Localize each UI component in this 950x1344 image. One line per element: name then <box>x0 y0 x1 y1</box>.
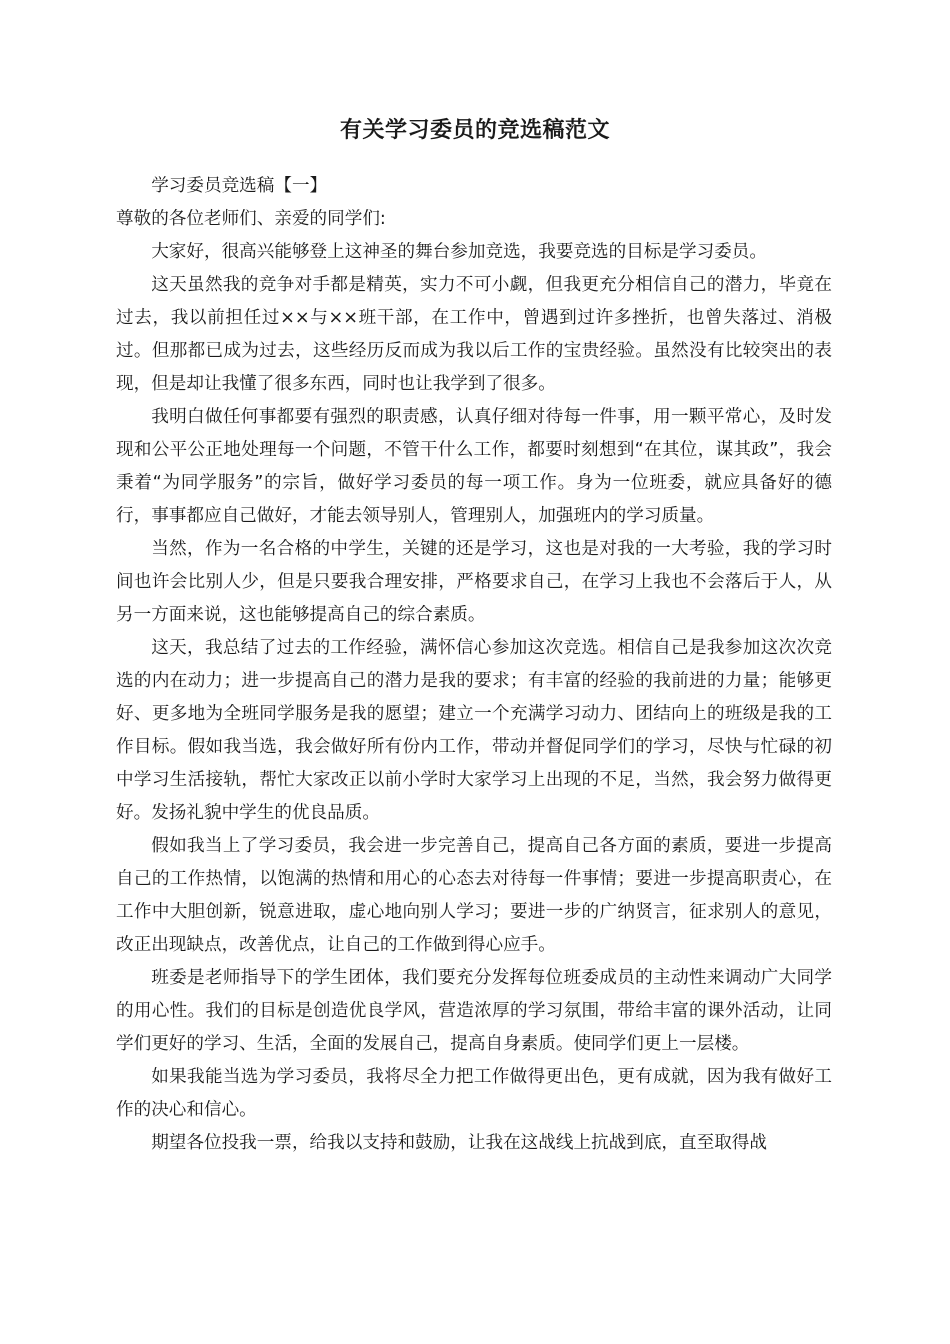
paragraph: 期望各位投我一票，给我以支持和鼓励，让我在这战线上抗战到底，直至取得战 <box>151 1133 767 1153</box>
section-subheading: 学习委员竞选稿【一】 <box>151 176 328 196</box>
paragraph: 班委是老师指导下的学生团体，我们要充分发挥每位班委成员的主动性来调动广大同学的用心性。我们的目标是创造优良学风，营造浓厚的学习氛围，带给丰富的课外活动，让同学们更好的学习、生活，全面的发展自己，提高自身素质。使同学们更上一层楼。 <box>116 968 832 1054</box>
paragraph: 大家好，很高兴能够登上这神圣的舞台参加竞选，我要竞选的目标是学习委员。 <box>151 242 767 262</box>
salutation: 尊敬的各位老师们、亲爱的同学们: <box>116 209 386 229</box>
paragraph: 假如我当上了学习委员，我会进一步完善自己，提高自己各方面的素质，要进一步提高自己的工作热情，以饱满的热情和用心的心态去对待每一件事情；要进一步提高职责心，在工作中大胆创新，锐意进取，虚心地向别人学习；要进一步的广纳贤言，征求别人的意见，改正出现缺点，改善优点，让自己的工作做到得心应手。 <box>116 836 832 955</box>
document-body <box>116 170 832 1160</box>
paragraph: 这天，我总结了过去的工作经验，满怀信心参加这次竞选。相信自己是我参加这次次竞选的内在动力；进一步提高自己的潜力是我的要求；有丰富的经验的我前进的力量；能够更好、更多地为全班同学服务是我的愿望；建立一个充满学习动力、团结向上的班级是我的工作目标。假如我当选，我会做好所有份内工作，带动并督促同学们的学习，尽快与忙碌的初中学习生活接轨，帮忙大家改正以前小学时大家学习上出现的不足，当然，我会努力做得更好。发扬礼貌中学生的优良品质。 <box>116 638 832 823</box>
paragraph: 如果我能当选为学习委员，我将尽全力把工作做得更出色，更有成就，因为我有做好工作的决心和信心。 <box>116 1067 832 1120</box>
paragraph: 我明白做任何事都要有强烈的职责感，认真仔细对待每一件事，用一颗平常心，及时发现和公平公正地处理每一个问题，不管干什么工作，都要时刻想到“在其位，谋其政”，我会秉着“为同学服务”的宗旨，做好学习委员的每一项工作。身为一位班委，就应具备好的德行，事事都应自己做好，才能去领导别人，管理别人，加强班内的学习质量。 <box>116 407 832 526</box>
paragraph: 这天虽然我的竞争对手都是精英，实力不可小觑，但我更充分相信自己的潜力，毕竟在过去，我以前担任过××与××班干部，在工作中，曾遇到过许多挫折，也曾失落过、消极过。但那都已成为过去，这些经历反而成为我以后工作的宝贵经验。虽然没有比较突出的表现，但是却让我懂了很多东西，同时也让我学到了很多。 <box>116 275 832 394</box>
document-title: 有关学习委员的竞选稿范文 <box>339 118 610 143</box>
paragraph: 当然，作为一名合格的中学生，关键的还是学习，这也是对我的一大考验，我的学习时间也许会比别人少，但是只要我合理安排，严格要求自己，在学习上我也不会落后于人，从另一方面来说，这也能够提高自己的综合素质。 <box>116 539 832 625</box>
